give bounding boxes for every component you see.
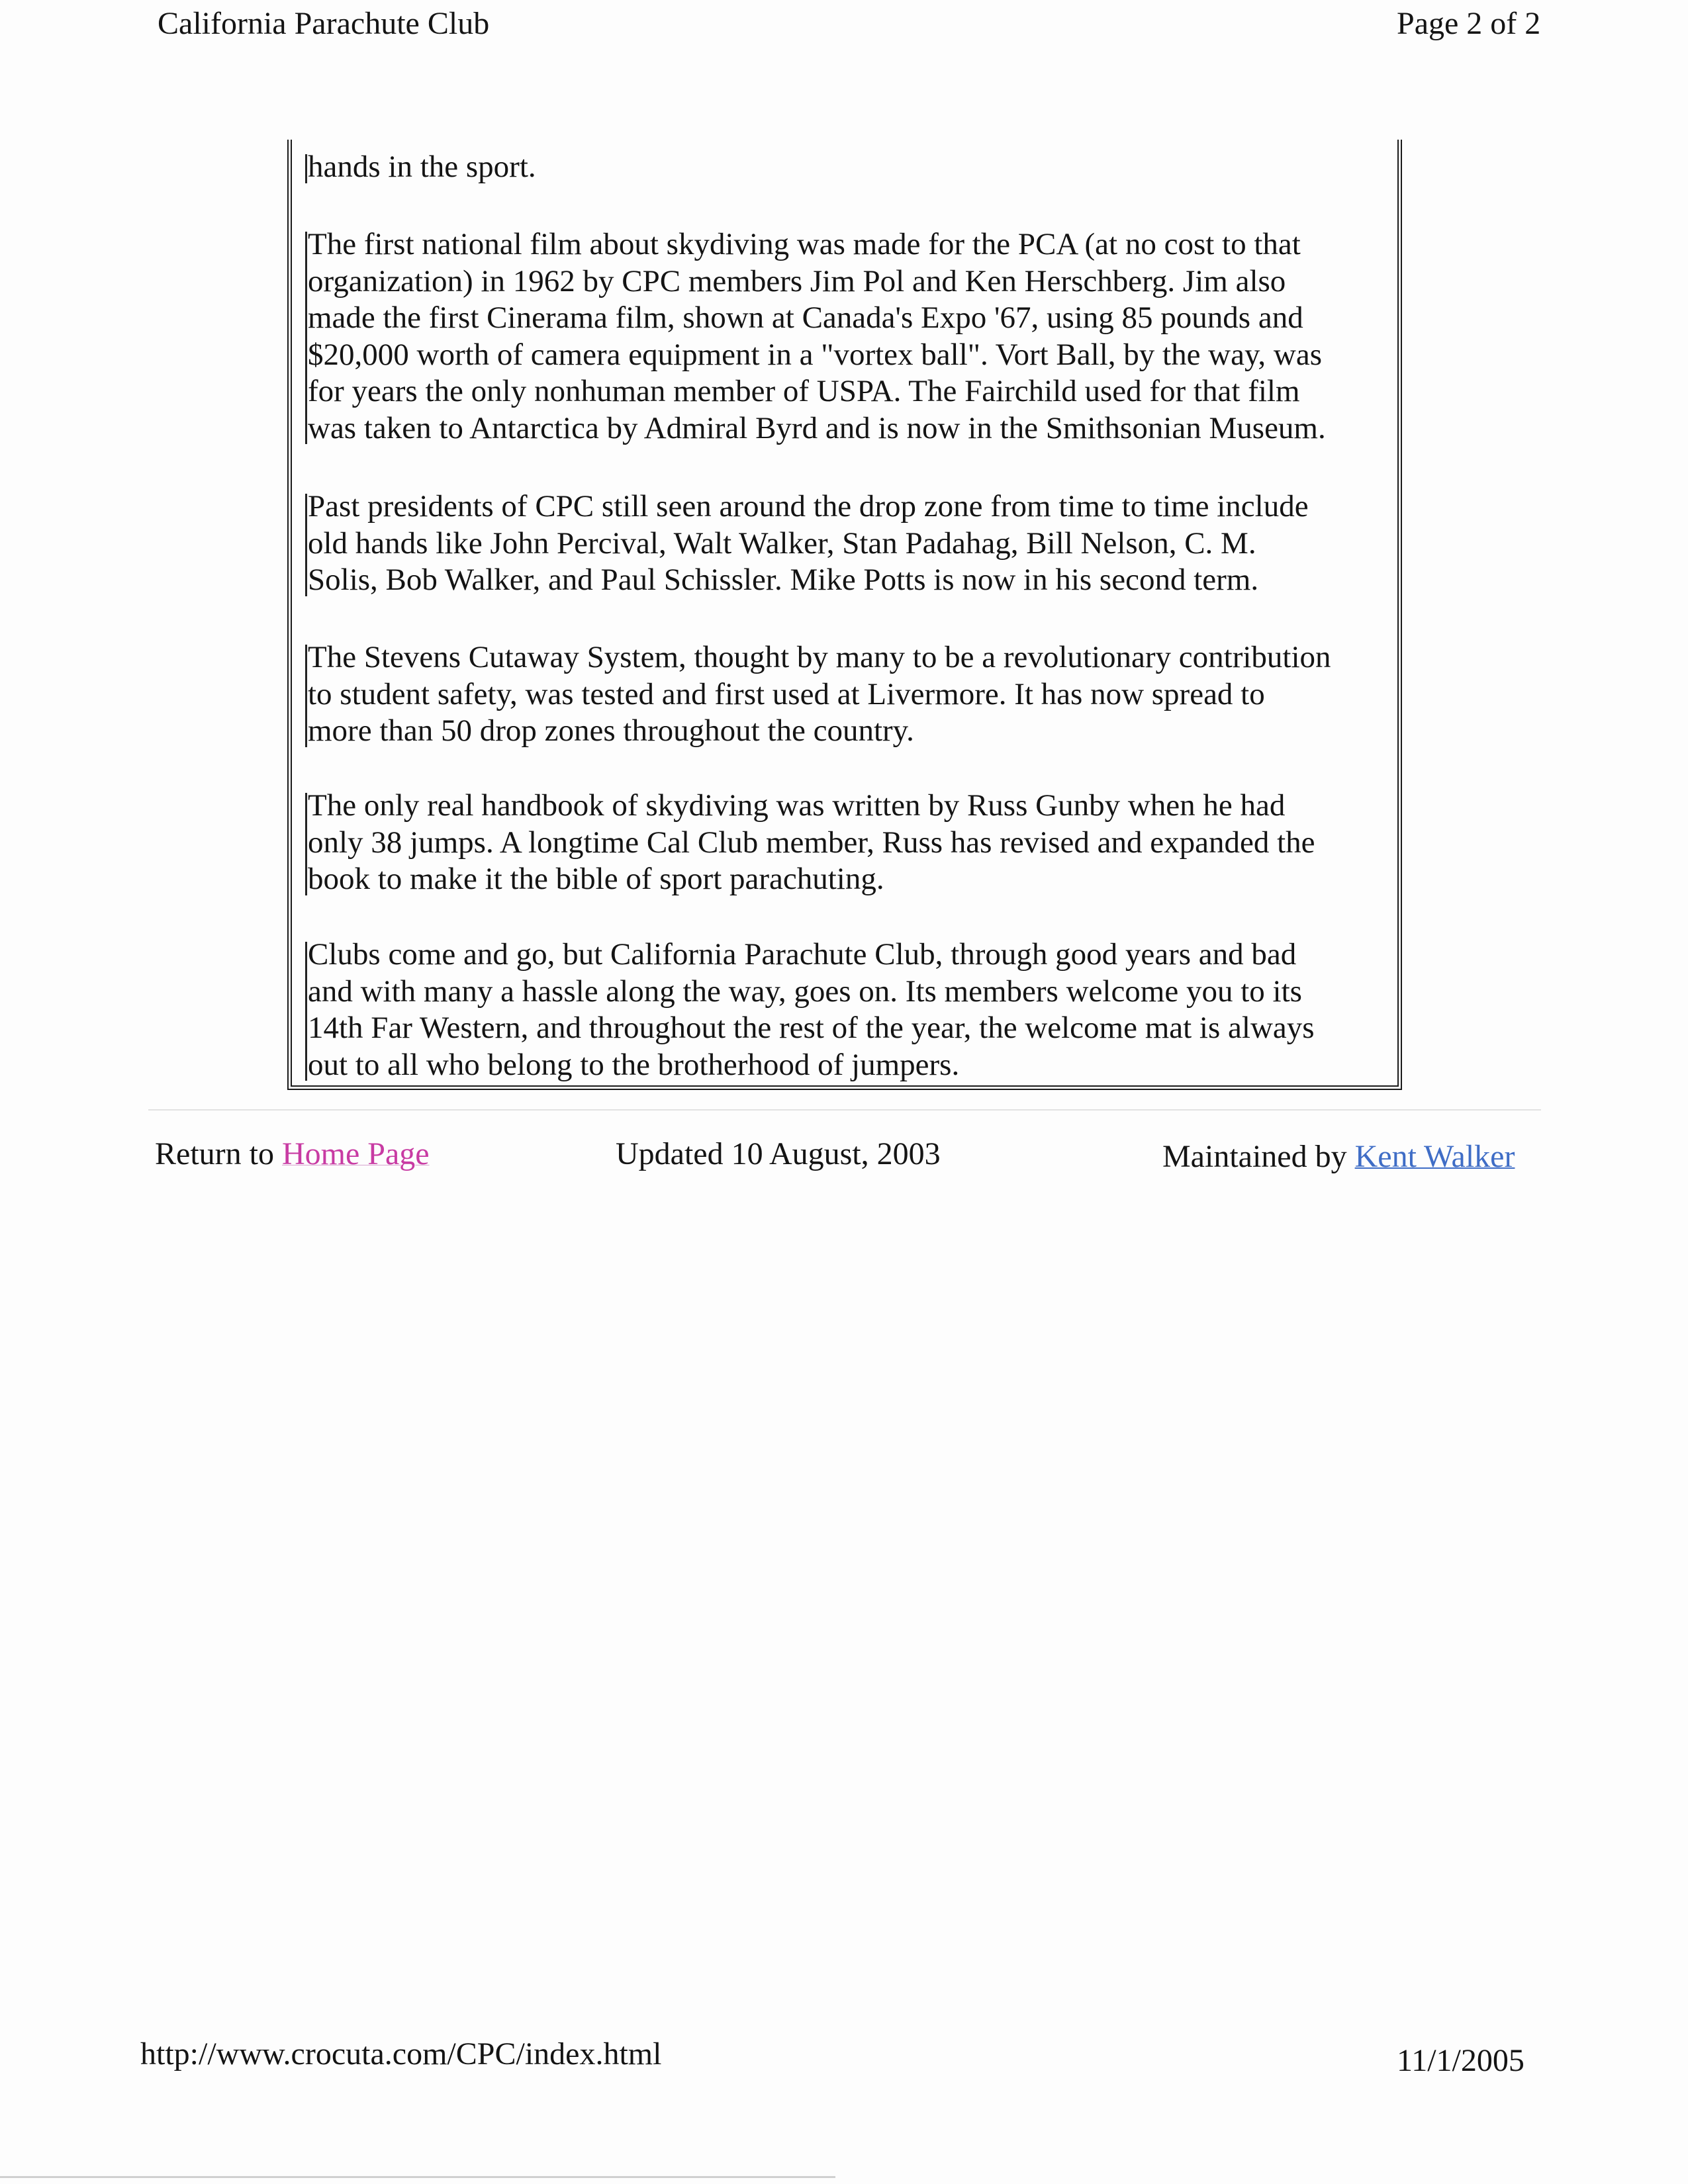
article-paragraph xyxy=(308,936,1315,1083)
article-box xyxy=(287,140,1402,1090)
text-line: 14th Far Western, and throughout the rest of the year, the welcome mat is always xyxy=(308,1011,1315,1045)
text-line: book to make it the bible of sport parachuting. xyxy=(308,862,884,896)
paragraph-rule xyxy=(305,154,307,183)
article-paragraph xyxy=(308,488,1309,599)
print-url: http://www.crocuta.com/CPC/index.html xyxy=(140,2036,662,2071)
text-line: old hands like John Percival, Walt Walker, Stan Padahag, Bill Nelson, C. M. xyxy=(308,525,1256,561)
footer-divider xyxy=(148,1109,1541,1111)
text-line: hands in the sport. xyxy=(308,150,536,184)
text-line: Past presidents of CPC still seen around the drop zone from time to time include xyxy=(308,489,1309,523)
article-paragraph xyxy=(308,149,536,186)
home-page-link[interactable]: Home Page xyxy=(281,1136,430,1171)
paragraph-rule xyxy=(305,793,307,895)
text-line: only 38 jumps. A longtime Cal Club member, Russ has revised and expanded the xyxy=(308,825,1315,860)
paragraph-rule xyxy=(305,942,307,1081)
maintainer xyxy=(1162,1136,1515,1178)
print-date: 11/1/2005 xyxy=(1397,2043,1524,2078)
author-link[interactable]: Kent Walker xyxy=(1354,1139,1515,1174)
text-line: $20,000 worth of camera equipment in a "vortex ball". Vort Ball, by the way, was xyxy=(308,337,1323,372)
text-line: made the first Cinerama film, shown at Canada's Expo '67, using 85 pounds and xyxy=(308,300,1303,335)
article-paragraph xyxy=(308,639,1331,750)
article-paragraph xyxy=(308,788,1315,898)
page-number: Page 2 of 2 xyxy=(1397,6,1541,41)
text-line: was taken to Antarctica by Admiral Byrd and is now in the Smithsonian Museum. xyxy=(308,410,1326,445)
site-title: California Parachute Club xyxy=(158,6,490,41)
text-line: The only real handbook of skydiving was written by Russ Gunby when he had xyxy=(308,788,1286,823)
scan-edge xyxy=(0,2176,835,2178)
maintained-prefix: Maintained by xyxy=(1162,1139,1355,1174)
paragraph-rule xyxy=(305,494,307,596)
text-line: for years the only nonhuman member of USPA. The Fairchild used for that film xyxy=(308,374,1300,408)
text-line: organization) in 1962 by CPC members Jim Pol and Ken Herschberg. Jim also xyxy=(308,263,1286,298)
article-paragraph xyxy=(308,226,1326,447)
text-line: to student safety, was tested and first used at Livermore. It has now spread to xyxy=(308,676,1265,711)
text-line: The first national film about skydiving was made for the PCA (at no cost to that xyxy=(308,227,1301,261)
return-home xyxy=(155,1133,430,1175)
article-body xyxy=(308,149,1420,1082)
text-line: and with many a hassle along the way, goes on. Its members welcome you to its xyxy=(308,974,1302,1009)
text-line: The Stevens Cutaway System, thought by many to be a revolutionary contribution xyxy=(308,640,1331,674)
text-line: out to all who belong to the brotherhood of jumpers. xyxy=(308,1047,960,1082)
text-line: Solis, Bob Walker, and Paul Schissler. Mike Potts is now in his second term. xyxy=(308,563,1259,597)
updated-date: Updated 10 August, 2003 xyxy=(616,1136,941,1171)
return-prefix: Return to xyxy=(155,1136,282,1171)
text-line: Clubs come and go, but California Parachute Club, through good years and bad xyxy=(308,937,1297,972)
paragraph-rule xyxy=(305,645,307,747)
paragraph-rule xyxy=(305,232,307,444)
text-line: more than 50 drop zones throughout the country. xyxy=(308,713,914,748)
